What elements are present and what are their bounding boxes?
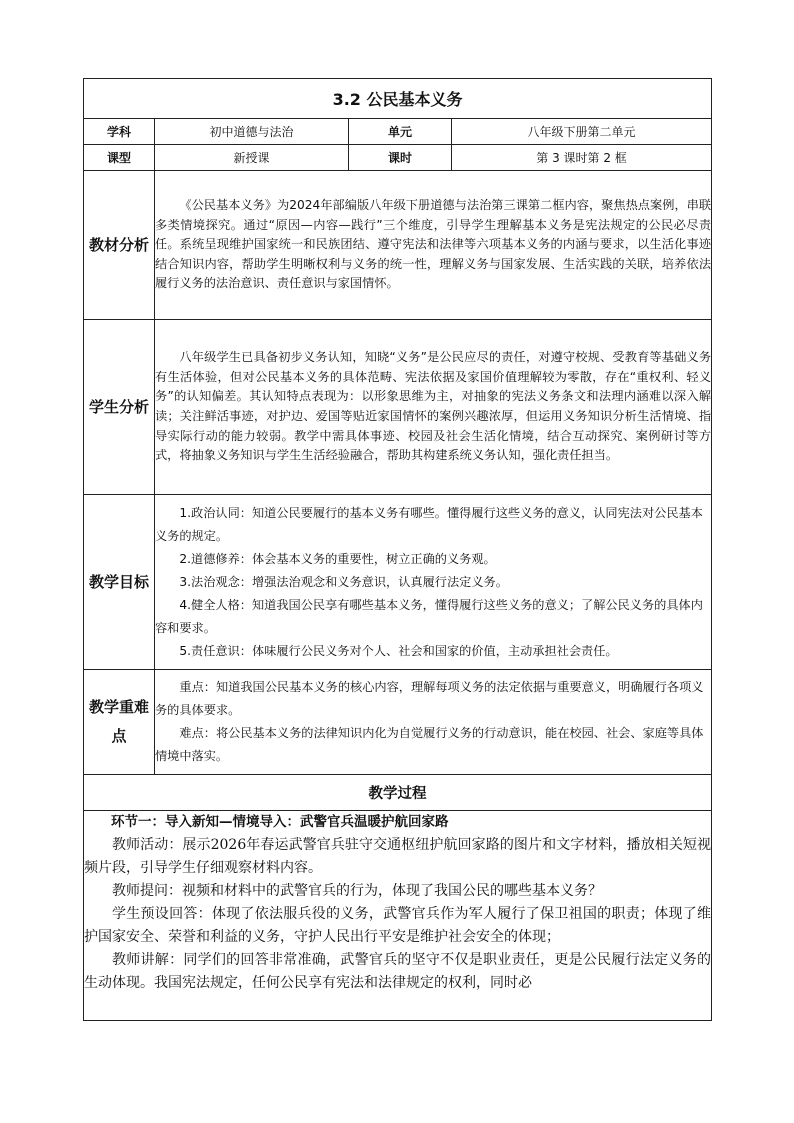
meta-row-type [84, 145, 712, 171]
lesson-plan-table [83, 78, 712, 1021]
textbook-analysis-cell [155, 171, 712, 320]
textbook-analysis-row [84, 171, 712, 320]
process-paragraph: 学生预设回答：体现了依法服兵役的义务，武警官兵作为军人履行了保卫祖国的职责；体现了维护国家安全、荣誉和利益的义务，守护人民出行平安是维护社会安全的体现； [84, 906, 712, 945]
textbook-analysis-label: 教材分析 [84, 171, 155, 320]
textbook-analysis-text: 《公民基本义务》为2024年部编版八年级下册道德与法治第三课第二框内容，聚焦热点案例，串联多类情境探究。通过“原因—内容—践行”三个维度，引导学生理解基本义务是宪法规定的公民必尽责任。系统呈现维护国家统一和民族团结、遵守宪法和法律等六项基本义务的内涵与要求，以生活化事迹结合知识内容，帮助学生明晰权利与义务的统一性，理解义务与国家发展、生活实践的关联，培养依法履行义务的法治意识、责任意识与家国情怀。 [155, 198, 712, 291]
key-point-item: 重点：知道我国公民基本义务的核心内容，理解每项义务的法定依据与重要意义，明确履行各项义务的具体要求。 [155, 680, 704, 717]
teaching-goals-row [84, 495, 712, 670]
process-paragraph: 教师讲解：同学们的回答非常准确，武警官兵的坚守不仅是职业责任，更是公民履行法定义务的生动体现。我国宪法规定，任何公民享有宪法和法律规定的权利，同时必 [84, 952, 712, 991]
key-point-item: 难点：将公民基本义务的法律知识内化为自觉履行义务的行动意识，能在校园、社会、家庭等具体情境中落实。 [155, 726, 704, 763]
unit-value: 八年级下册第二单元 [452, 119, 712, 145]
process-paragraph: 教师提问：视频和材料中的武警官兵的行为，体现了我国公民的哪些基本义务？ [112, 883, 602, 899]
subject-label: 学科 [84, 119, 155, 145]
period-label: 课时 [349, 145, 452, 171]
unit-label: 单元 [349, 119, 452, 145]
period-value: 第 3 课时第 2 框 [452, 145, 712, 171]
student-analysis-cell [155, 320, 712, 495]
process-heading: 教学过程 [84, 775, 712, 811]
type-value: 新授课 [155, 145, 349, 171]
step-title: 环节一：导入新知—情境导入：武警官兵温暖护航回家路 [111, 814, 449, 830]
key-points-row [84, 670, 712, 775]
type-label: 课型 [84, 145, 155, 171]
teaching-goals-label: 教学目标 [84, 495, 155, 670]
lesson-plan-document [83, 78, 711, 1021]
process-paragraph: 教师活动：展示2026年春运武警官兵驻守交通枢纽护航回家路的图片和文字材料，播放相关短视频片段，引导学生仔细观察材料内容。 [84, 837, 712, 876]
student-analysis-text: 八年级学生已具备初步义务认知，知晓“义务”是公民应尽的责任，对遵守校规、受教育等基础义务有生活体验，但对公民基本义务的具体范畴、宪法依据及家国价值理解较为零散，存在“重权利、轻义务”的认知偏差。其认知特点表现为：以形象思维为主，对抽象的宪法义务条文和法理内涵难以深入解读；关注鲜活事迹，对护边、爱国等贴近家国情怀的案例兴趣浓厚，但运用义务知识分析生活情境、指导实际行动的能力较弱。教学中需具体事迹、校园及社会生活化情境，结合互动探究、案例研讨等方式，将抽象义务知识与学生生活经验融合，帮助其构建系统义务认知，强化责任担当。 [155, 350, 712, 463]
key-points-label: 教学重难点 [84, 670, 155, 775]
subject-value: 初中道德与法治 [155, 119, 349, 145]
goal-item: 4.健全人格：知道我国公民享有哪些基本义务，懂得履行这些义务的意义；了解公民义务的具体内容和要求。 [155, 597, 703, 635]
process-content [84, 811, 712, 1021]
key-points-cell [155, 670, 712, 775]
document-title: 3.2 公民基本义务 [84, 79, 712, 119]
meta-row-subject [84, 119, 712, 145]
goal-item: 2.道德修养：体会基本义务的重要性，树立正确的义务观。 [179, 551, 496, 566]
student-analysis-row [84, 320, 712, 495]
teaching-goals-cell [155, 495, 712, 670]
goal-item: 5.责任意识：体味履行公民义务对个人、社会和国家的价值，主动承担社会责任。 [179, 643, 618, 658]
goal-item: 1.政治认同：知道公民要履行的基本义务有哪些。懂得履行这些义务的意义，认同宪法对公民基本义务的规定。 [155, 505, 703, 543]
student-analysis-label: 学生分析 [84, 320, 155, 495]
goal-item: 3.法治观念：增强法治观念和义务意识，认真履行法定义务。 [179, 574, 508, 589]
